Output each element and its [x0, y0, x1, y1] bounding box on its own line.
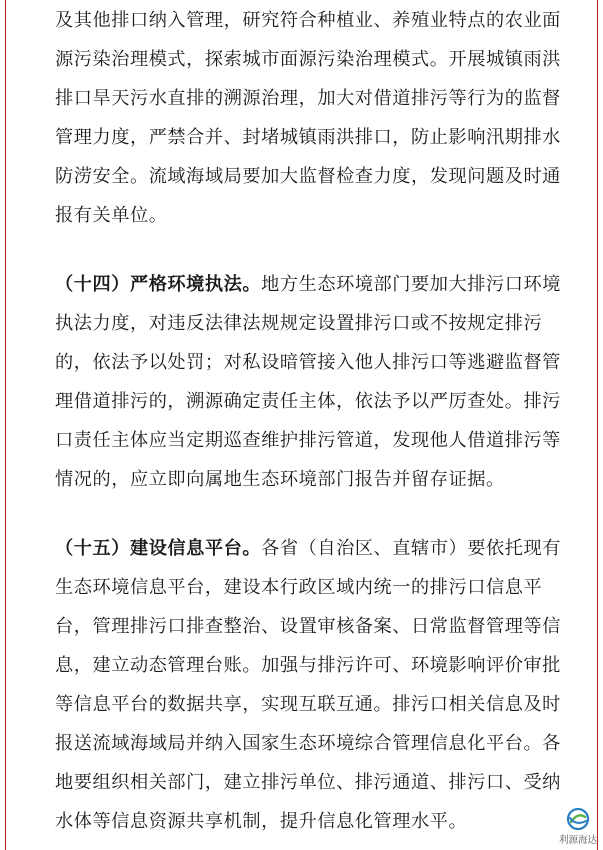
paragraph-line: 执法力度，对违反法律法规规定设置排污口或不按规定排污 — [55, 313, 543, 334]
page-right-border — [597, 0, 598, 850]
section-heading: （十四）严格环境执法。 — [55, 274, 262, 295]
paragraph-line: 息，建立动态管理台账。加强与排污许可、环境影响评价审批 — [55, 655, 561, 676]
paragraph-line: 生态环境信息平台，建设本行政区域内统一的排污口信息平 — [55, 577, 543, 598]
svg-text:利源海达: 利源海达 — [558, 835, 598, 846]
paragraph-line: 排口旱天污水直排的溯源治理，加大对借道排污等行为的监督 — [55, 88, 561, 109]
paragraph-line: 理借道排污的，溯源确定责任主体，依法予以严厉查处。排污 — [55, 391, 561, 412]
paragraph-first-line — [55, 536, 561, 562]
lijiyuan-logo-icon — [556, 806, 600, 848]
paragraph-text: 各省（自治区、直辖市）要依托现有 — [261, 538, 561, 559]
paragraph-first-line — [55, 272, 561, 298]
paragraph-line: 等信息平台的数据共享，实现互联互通。排污口相关信息及时 — [55, 694, 561, 715]
paragraph-line: 源污染治理模式，探索城市面源污染治理模式。开展城镇雨洪 — [55, 49, 561, 70]
paragraph-line: 报送流域海域局并纳入国家生态环境综合管理信息化平台。各 — [55, 733, 561, 754]
paragraph-line: 地要组织相关部门，建立排污单位、排污通道、排污口、受纳 — [55, 772, 561, 793]
section-heading: （十五）建设信息平台。 — [55, 538, 262, 559]
paragraph-line: 报有关单位。 — [55, 205, 168, 226]
paragraph-text: 地方生态环境部门要加大排污口环境 — [261, 274, 561, 295]
paragraph-line: 的，依法予以处罚；对私设暗管接入他人排污口等逃避监督管 — [55, 352, 561, 373]
paragraph-line: 口责任主体应当定期巡查维护排污管道，发现他人借道排污等 — [55, 430, 561, 451]
paragraph-line: 防涝安全。流域海域局要加大监督检查力度，发现问题及时通 — [55, 166, 561, 187]
paragraph-line: 水体等信息资源共享机制，提升信息化管理水平。 — [55, 811, 468, 832]
paragraph-line: 情况的，应立即向属地生态环境部门报告并留存证据。 — [55, 469, 505, 490]
paragraph-line: 及其他排口纳入管理，研究符合种植业、养殖业特点的农业面 — [55, 10, 561, 31]
paragraph-line: 台，管理排污口排查整治、设置审核备案、日常监督管理等信 — [55, 616, 561, 637]
page-left-border — [5, 0, 6, 850]
paragraph-line: 管理力度，严禁合并、封堵城镇雨洪排口，防止影响汛期排水 — [55, 127, 561, 148]
